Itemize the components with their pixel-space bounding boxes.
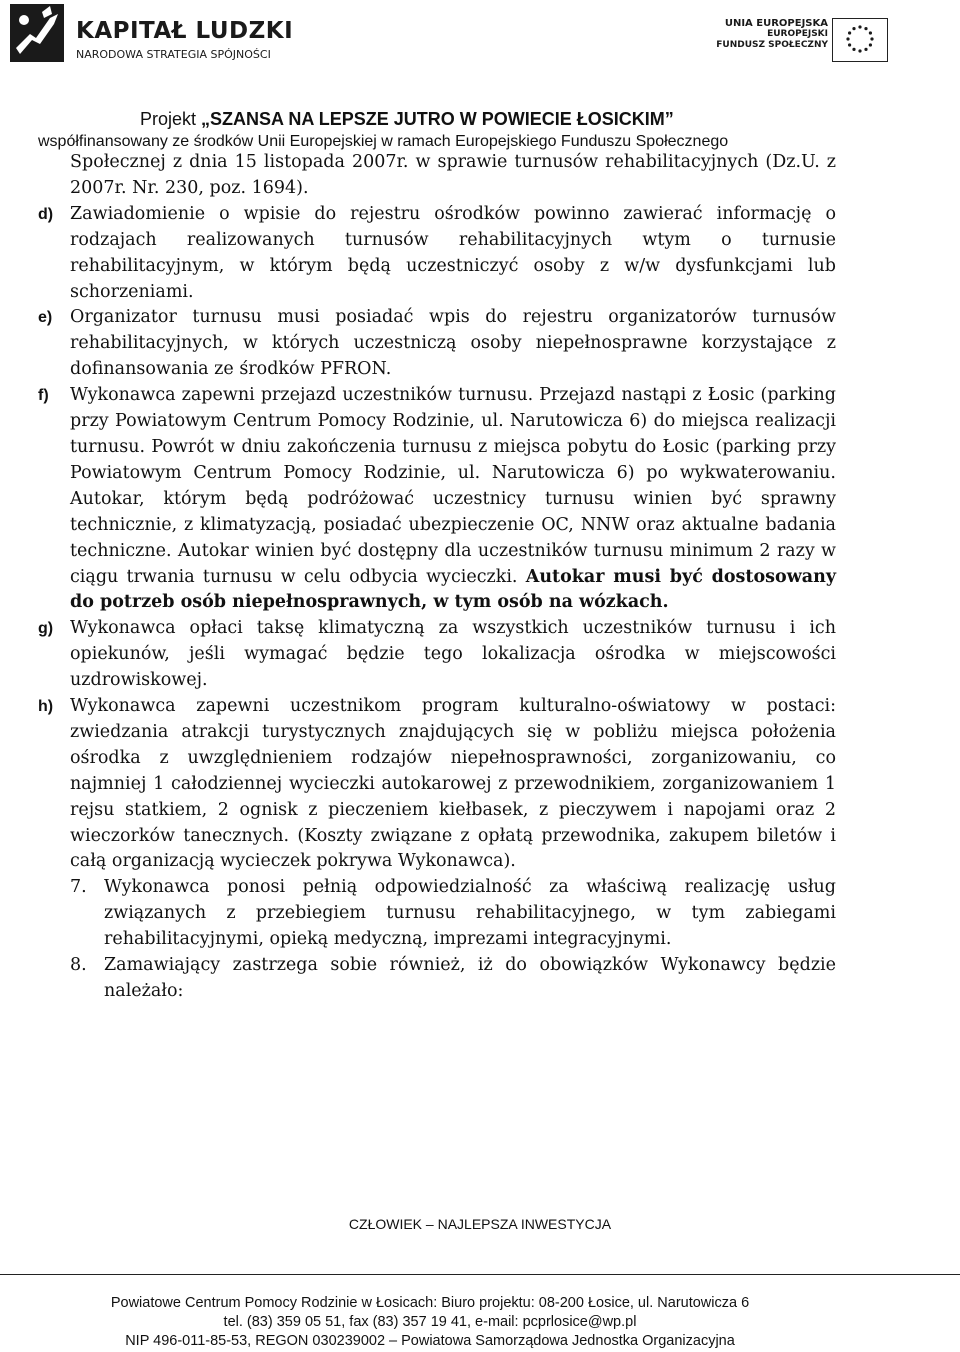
kapital-ludzki-emblem-icon	[10, 4, 68, 66]
project-prefix: Projekt	[140, 109, 202, 129]
list-text: Wykonawca zapewni przejazd uczestników turnusu. Przejazd nastąpi z Łosic (parking przy Powiatowym Centrum Pomocy Rodzinie, ul. Narutowicza 6) do miejsca realizacji turnusu. Powrót w dniu zakończenia turnusu z miejsca pobytu do Łosic (parking przy Powiatowym Centrum Pomocy Rodzinie, ul. Narutowicza 6) po wykwaterowaniu. Autokar, którym będą podróżować uczestnicy turnusu winien być sprawny technicznie, z klimatyzacją, posiadać ubezpieczenie OC, NNW oraz aktualne badania techniczne. Autokar winien być dostępny dla uczestników turnusu minimum 2 razy w ciągu trwania turnusu w celu odbycia wycieczki.	[70, 385, 836, 587]
footer-address	[0, 1294, 860, 1351]
footer-line-3: NIP 496-011-85-53, REGON 030239002 – Powiatowa Samorządowa Jednostka Organizacyjna	[125, 1333, 735, 1349]
list-label: e)	[38, 309, 53, 327]
numbered-text: Zamawiający zastrzega sobie również, iż do obowiązków Wykonawcy będzie należało:	[104, 955, 836, 1001]
footer-line-2: tel. (83) 359 05 51, fax (83) 357 19 41, e-mail: pcprlosice@wp.pl	[223, 1314, 637, 1330]
kapital-ludzki-logo	[10, 4, 294, 66]
numbered-label: 8.	[70, 955, 87, 976]
list-item-d	[38, 202, 836, 306]
footer-divider	[0, 1274, 960, 1275]
list-text: Organizator turnusu musi posiadać wpis do rejestru organizatorów turnusów rehabilitacyjnych, w których uczestniczą osoby niepełnosprawne korzystające z dofinansowania ze środków PFRON.	[70, 307, 836, 380]
footer-line-1: Powiatowe Centrum Pomocy Rodzinie w Łosicach: Biuro projektu: 08-200 Łosice, ul. Narutowicza 6	[110, 1295, 750, 1311]
intro-paragraph: Społecznej z dnia 15 listopada 2007r. w sprawie turnusów rehabilitacyjnych (Dz.U. z 2007r. Nr. 230, poz. 1694).	[70, 152, 836, 198]
eu-flag-icon	[832, 18, 888, 62]
list-item-e	[38, 305, 836, 383]
document-body	[0, 150, 960, 1005]
list-bold-text: Autokar musi być dostosowany do potrzeb osób niepełnosprawnych, w tym osób na wózkach.	[70, 566, 836, 613]
eu-logo-line2: EUROPEJSKI	[767, 29, 828, 39]
project-name: „SZANSA NA LEPSZE JUTRO W POWIECIE ŁOSICKIM”	[201, 109, 674, 129]
list-text: Wykonawca opłaci taksę klimatyczną za wszystkich uczestników turnusu i ich opiekunów, jeśli wymagać będzie tego lokalizacja ośrodka w miejscowości uzdrowiskowej.	[70, 618, 836, 691]
list-text: Wykonawca zapewni uczestnikom program kulturalno-oświatowy w postaci: zwiedzania atrakcji turystycznych znajdujących się w pobliżu miejsca położenia ośrodka z uwzględnieniem rodzajów niepełnosprawności, zorganizowaniu, co najmniej 1 całodziennej wycieczki autokarowej z przewodnikiem, zorganizowaniem 1 rejsu statkiem, 2 ognisk z pieczeniem kiełbasek, z pieczywem i napojami oraz 2 wieczorków tanecznych. (Koszty związane z opłatą przewodnika, zakupem biletów i całą organizacją wycieczek pokrywa Wykonawca).	[70, 696, 836, 872]
list-label: g)	[38, 620, 54, 638]
list-item-f	[38, 383, 836, 616]
eu-logo-line1: UNIA EUROPEJSKA	[724, 18, 828, 29]
numbered-label: 7.	[70, 877, 87, 898]
footer-slogan: CZŁOWIEK – NAJLEPSZA INWESTYCJA	[348, 1216, 612, 1232]
list-item-g	[38, 616, 836, 694]
logo-subtitle: NARODOWA STRATEGIA SPÓJNOŚCI	[76, 48, 271, 61]
list-item-h	[38, 694, 836, 875]
list-label: h)	[38, 698, 54, 716]
eu-logo	[718, 18, 888, 66]
numbered-item-7	[70, 875, 836, 953]
logo-title: KAPITAŁ LUDZKI	[76, 18, 294, 44]
list-label: d)	[38, 205, 54, 223]
eu-logo-text	[716, 18, 828, 51]
eu-stars-icon	[833, 19, 887, 61]
numbered-item-8	[70, 953, 836, 1005]
eu-logo-line3: FUNDUSZ SPOŁECZNY	[716, 40, 828, 50]
list-text: Zawiadomienie o wpisie do rejestru ośrodków powinno zawierać informację o rodzajach realizowanych turnusów rehabilitacyjnych wtym o turnusie rehabilitacyjnym, w którym będą uczestniczyć osoby z w/w dysfunkcjami lub schorzeniami.	[70, 203, 836, 302]
project-title	[140, 109, 674, 130]
numbered-text: Wykonawca ponosi pełnią odpowiedzialność za właściwą realizację usług związanych z przebiegiem turnusu rehabilitacyjnego, w tym zabiegami rehabilitacyjnymi, opieką medyczną, imprezami integracyjnymi.	[104, 877, 836, 950]
cofinance-note: współfinansowany ze środków Unii Europejskiej w ramach Europejskiego Funduszu Społecznego	[38, 133, 729, 150]
list-label: f)	[38, 387, 49, 405]
